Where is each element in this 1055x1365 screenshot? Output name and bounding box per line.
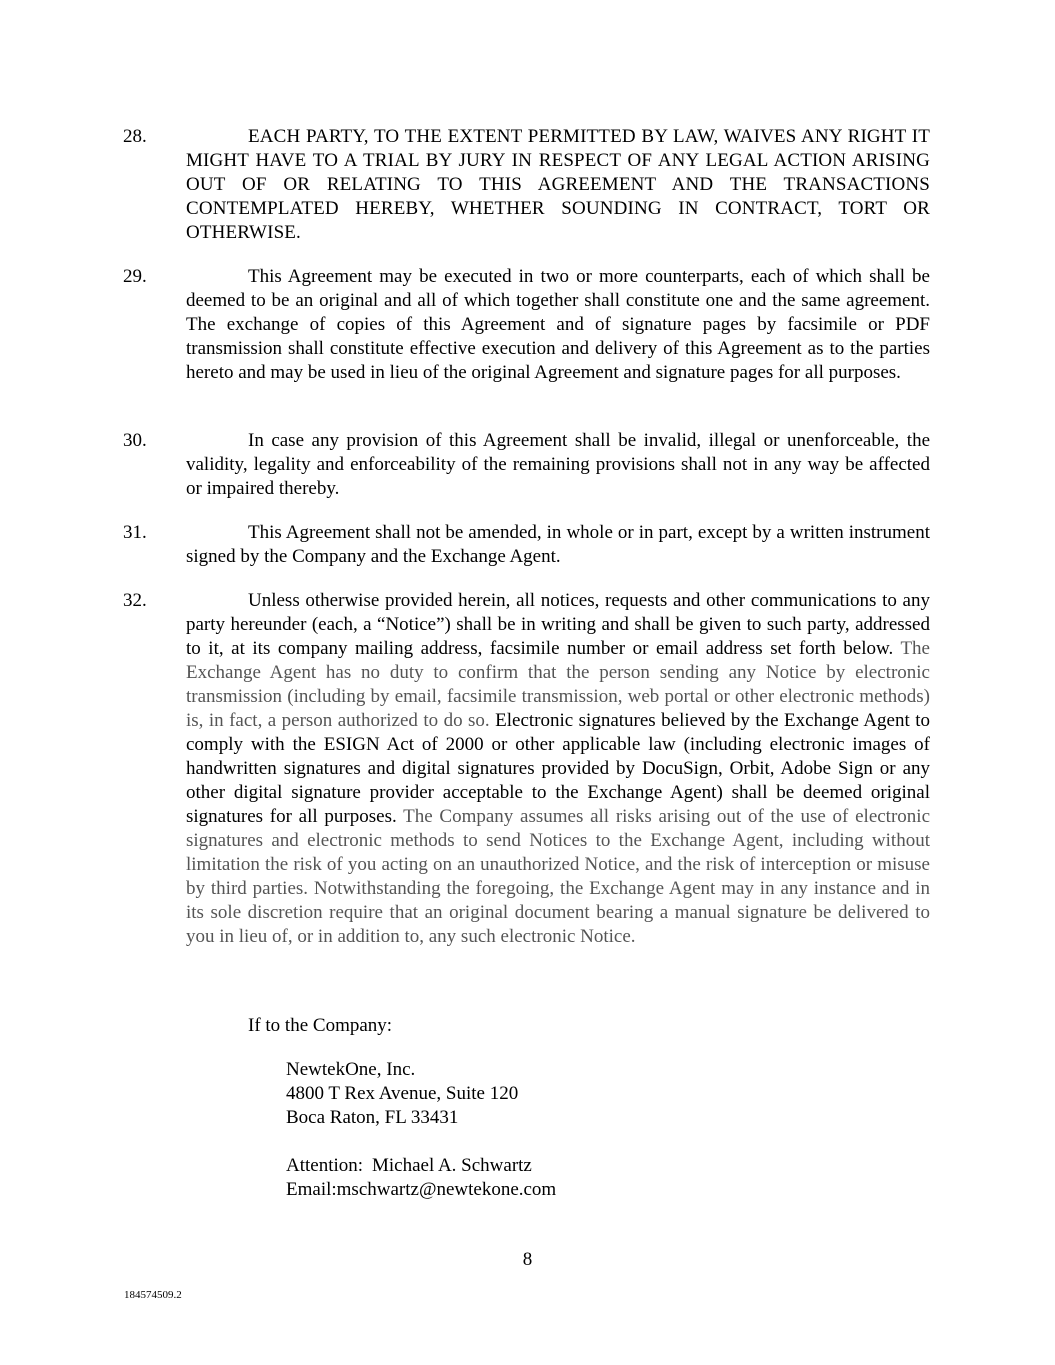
clause-number: 28. (123, 126, 147, 147)
clause-text: EACH PARTY, TO THE EXTENT PERMITTED BY LAW, WAIVES ANY RIGHT IT MIGHT HAVE TO A TRIAL BY JURY IN RESPECT OF ANY LEGAL ACTION ARISING OUT OF OR RELATING TO THIS AGREEMENT AND THE TRANSACTIONS CONTEMPLATED HEREBY, WHETHER SOUNDING IN CONTRACT, TORT OR OTHERWISE. (186, 126, 930, 243)
company-name: NewtekOne, Inc. (286, 1059, 416, 1080)
clause-text-part: The Exchange Agent has no duty to confirm that the person sending any Notice by electronic transmission (including by email, facsimile transmission, web portal or other electronic methods) is, in fact, a person authorized to do so. (186, 638, 930, 731)
address-line-2: Boca Raton, FL 33431 (286, 1107, 459, 1128)
clause-text: This Agreement shall not be amended, in whole or in part, except by a written instrument signed by the Company and the Exchange Agent. (186, 522, 930, 567)
clause-text-part: The Company assumes all risks arising out of the use of electronic signatures and electronic methods to send Notices to the Exchange Agent, including without limitation the risk of you acting on an unauthorized Notice, and the risk of interception or misuse by third parties. Notwithstanding the foregoing, the Exchange Agent may in any instance and in its sole discretion require that an original document bearing a manual signature be delivered to you in lieu of, or in addition to, any such electronic Notice. (186, 806, 931, 947)
clause-text (186, 589, 930, 949)
page-number: 8 (522, 1249, 533, 1270)
address-line-1: 4800 T Rex Avenue, Suite 120 (286, 1083, 519, 1104)
clause-number: 30. (123, 430, 147, 451)
email-line: Email:mschwartz@newtekone.com (286, 1179, 557, 1200)
attention-label: Attention: (286, 1155, 364, 1176)
clause-text: This Agreement may be executed in two or more counterparts, each of which shall be deemed to be an original and all of which together shall constitute one and the same agreement. The exchange of copies of this Agreement and of signature pages by facsimile or PDF transmission shall constitute effective execution and delivery of this Agreement as to the parties hereto and may be used in lieu of the original Agreement and signature pages for all purposes. (186, 266, 930, 383)
clause-number: 29. (123, 266, 147, 287)
notice-heading: If to the Company: (248, 1015, 393, 1036)
attention-line (286, 1154, 556, 1178)
document-id: 184574509.2 (124, 1289, 182, 1301)
company-address (286, 1058, 518, 1130)
attention-value: Michael A. Schwartz (372, 1155, 532, 1176)
clause-29 (123, 265, 930, 385)
clause-text: In case any provision of this Agreement shall be invalid, illegal or unenforceable, the validity, legality and enforceability of the remaining provisions shall not in any way be affected or impaired thereby. (186, 430, 930, 499)
clause-31 (123, 521, 930, 569)
clause-text-part: Unless otherwise provided herein, all notices, requests and other communications to any party hereunder (each, a “Notice”) shall be in writing and shall be given to such party, addressed to it, at its company mailing address, facsimile number or email address set forth below. (186, 590, 930, 659)
clause-number: 32. (123, 590, 147, 611)
clause-30 (123, 429, 930, 501)
clause-number: 31. (123, 522, 147, 543)
clause-28 (123, 125, 930, 245)
clause-32 (123, 589, 930, 949)
clause-text-part: Electronic signatures believed by the Exchange Agent to comply with the ESIGN Act of 2000 or other applicable law (including electronic images of handwritten signatures and digital signatures provided by DocuSign, Orbit, Adobe Sign or any other digital signature provider acceptable to the Exchange Agent) shall be deemed original signatures for all purposes. (186, 710, 930, 827)
company-contact (286, 1154, 556, 1202)
